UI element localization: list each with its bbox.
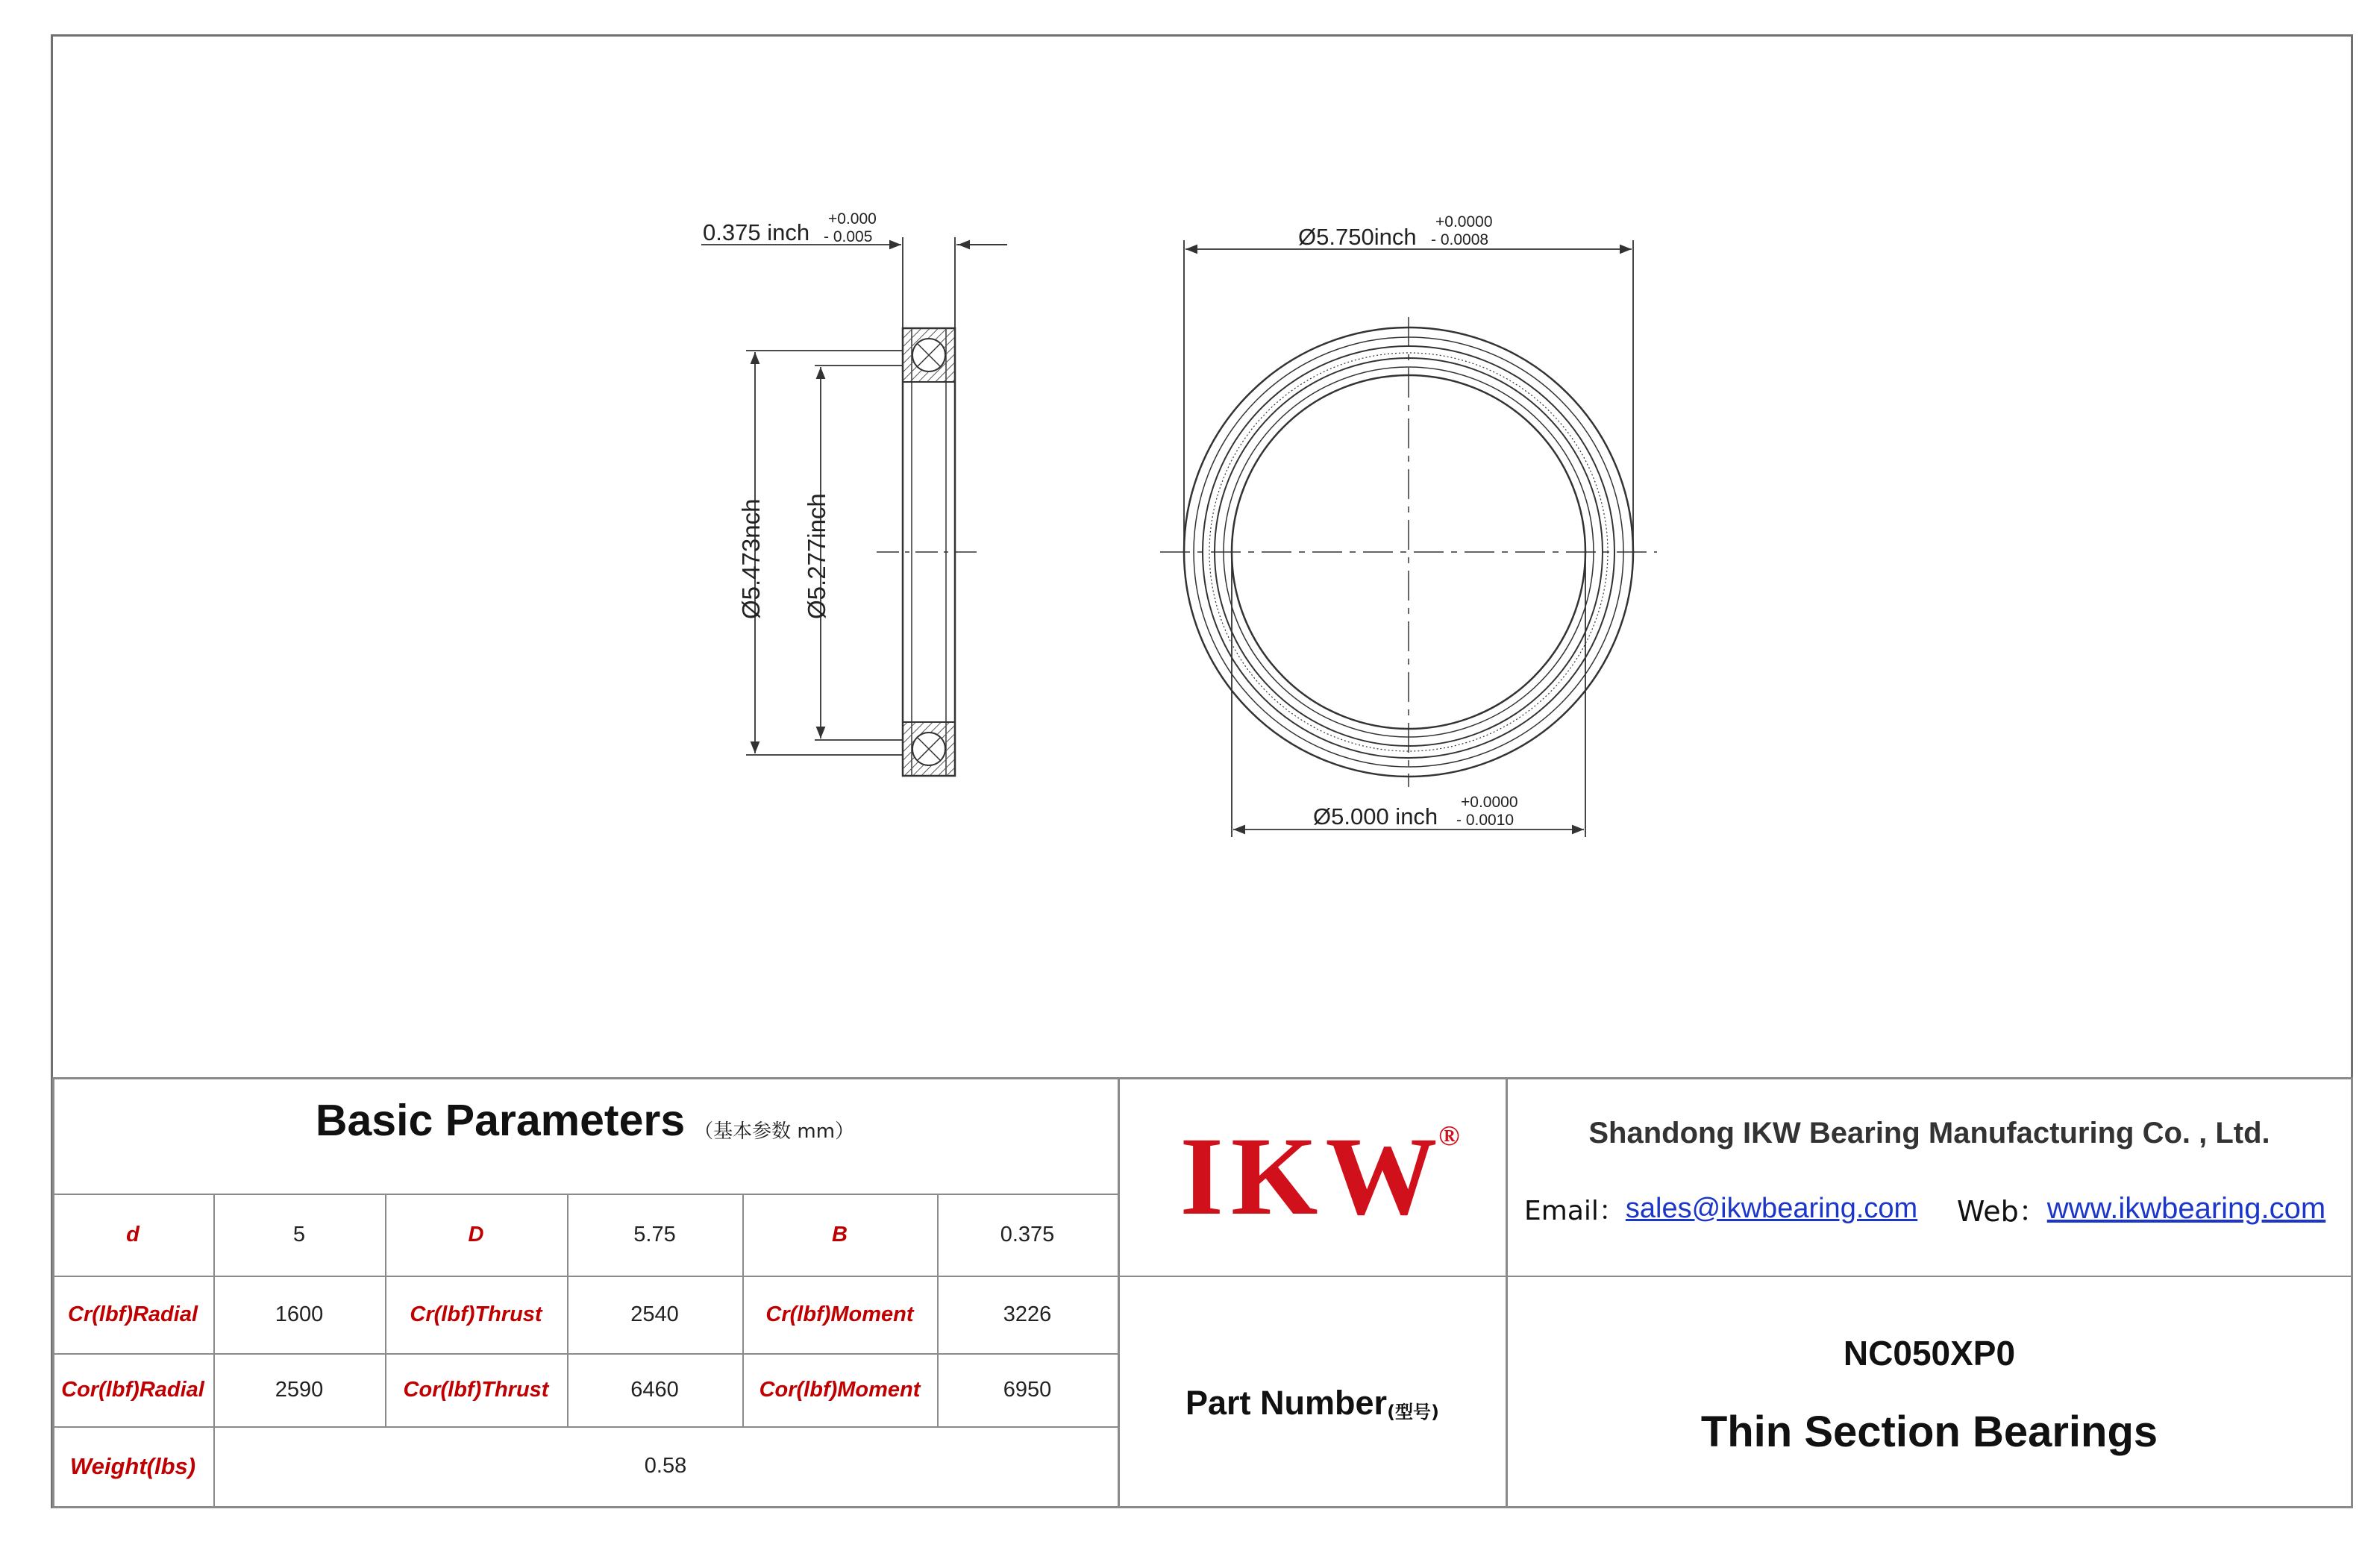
- label-cr-moment: Cr(lbf)Moment: [765, 1302, 914, 1326]
- value-cor-moment: 6950: [1003, 1377, 1052, 1402]
- width-tol-lower: - 0.005: [824, 228, 873, 245]
- value-cor-radial: 2590: [275, 1377, 324, 1402]
- front-view: [1160, 317, 1657, 787]
- value-B: 0.375: [1000, 1222, 1055, 1246]
- contact-row: [1508, 1171, 2351, 1246]
- top-ball-section: [903, 328, 955, 382]
- front-bore-tol-lower: - 0.0010: [1456, 812, 1515, 829]
- part-number-cell: [1508, 1316, 2351, 1390]
- web-label: Web：: [1956, 1194, 2047, 1228]
- label-cr-radial: Cr(lbf)Radial: [68, 1302, 198, 1326]
- front-outer-tol-lower: - 0.0008: [1431, 231, 1489, 248]
- logo-registered-mark: ®: [1438, 1120, 1460, 1152]
- value-cr-moment: 3226: [1003, 1302, 1052, 1326]
- width-tol-upper: +0.000: [828, 210, 877, 228]
- label-cor-radial: Cor(lbf)Radial: [61, 1377, 204, 1402]
- side-outer-label: Ø5.473nch: [737, 498, 765, 619]
- email-link[interactable]: sales@ikwbearing.com: [1625, 1192, 1918, 1224]
- logo-cell: [1119, 1077, 1506, 1276]
- front-outer-label: Ø5.750inch: [1298, 224, 1417, 250]
- email-label: Email：: [1524, 1195, 1626, 1226]
- part-number-sub: (型号): [1387, 1402, 1439, 1423]
- width-dimension: [701, 237, 1007, 328]
- web-link[interactable]: www.ikwbearing.com: [2046, 1191, 2326, 1225]
- bottom-ball-section: [903, 722, 955, 776]
- value-cr-thrust: 2540: [630, 1302, 679, 1326]
- part-number-label-cell: [1119, 1277, 1506, 1506]
- value-cor-thrust: 6460: [630, 1377, 679, 1402]
- width-label: 0.375 inch: [703, 219, 810, 245]
- params-title: Basic Parameters: [315, 1096, 686, 1145]
- label-cor-thrust: Cor(lbf)Thrust: [403, 1377, 549, 1402]
- company-cell: [1508, 1077, 2351, 1174]
- label-B: B: [832, 1222, 848, 1246]
- params-unit: （基本参数 mm）: [694, 1120, 855, 1143]
- front-bore-label: Ø5.000 inch: [1313, 803, 1438, 830]
- label-d: d: [126, 1222, 140, 1246]
- label-cr-thrust: Cr(lbf)Thrust: [410, 1302, 542, 1326]
- side-inner-label: Ø5.277inch: [803, 493, 830, 619]
- front-outer-tol-upper: +0.0000: [1435, 213, 1493, 231]
- ikw-logo: [1180, 1112, 1460, 1241]
- side-view: [877, 328, 981, 776]
- label-D: D: [468, 1222, 484, 1246]
- company-name: Shandong IKW Bearing Manufacturing Co. , Ltd.: [1588, 1116, 2270, 1150]
- value-weight: 0.58: [644, 1454, 687, 1478]
- label-cor-moment: Cor(lbf)Moment: [759, 1377, 921, 1402]
- front-bore-tol-upper: +0.0000: [1461, 794, 1518, 811]
- value-d: 5: [292, 1222, 306, 1246]
- part-number-label: Part Number: [1185, 1383, 1388, 1422]
- part-number-value: NC050XP0: [1843, 1334, 2016, 1373]
- value-D: 5.75: [633, 1222, 676, 1246]
- value-cr-radial: 1600: [275, 1302, 324, 1326]
- params-title-cell: [52, 1077, 1118, 1194]
- product-type: Thin Section Bearings: [1700, 1407, 2158, 1456]
- product-type-cell: [1508, 1390, 2351, 1473]
- logo-text: IKW: [1180, 1114, 1445, 1238]
- label-weight: Weight(lbs): [69, 1452, 196, 1479]
- title-block: [52, 1077, 2353, 1508]
